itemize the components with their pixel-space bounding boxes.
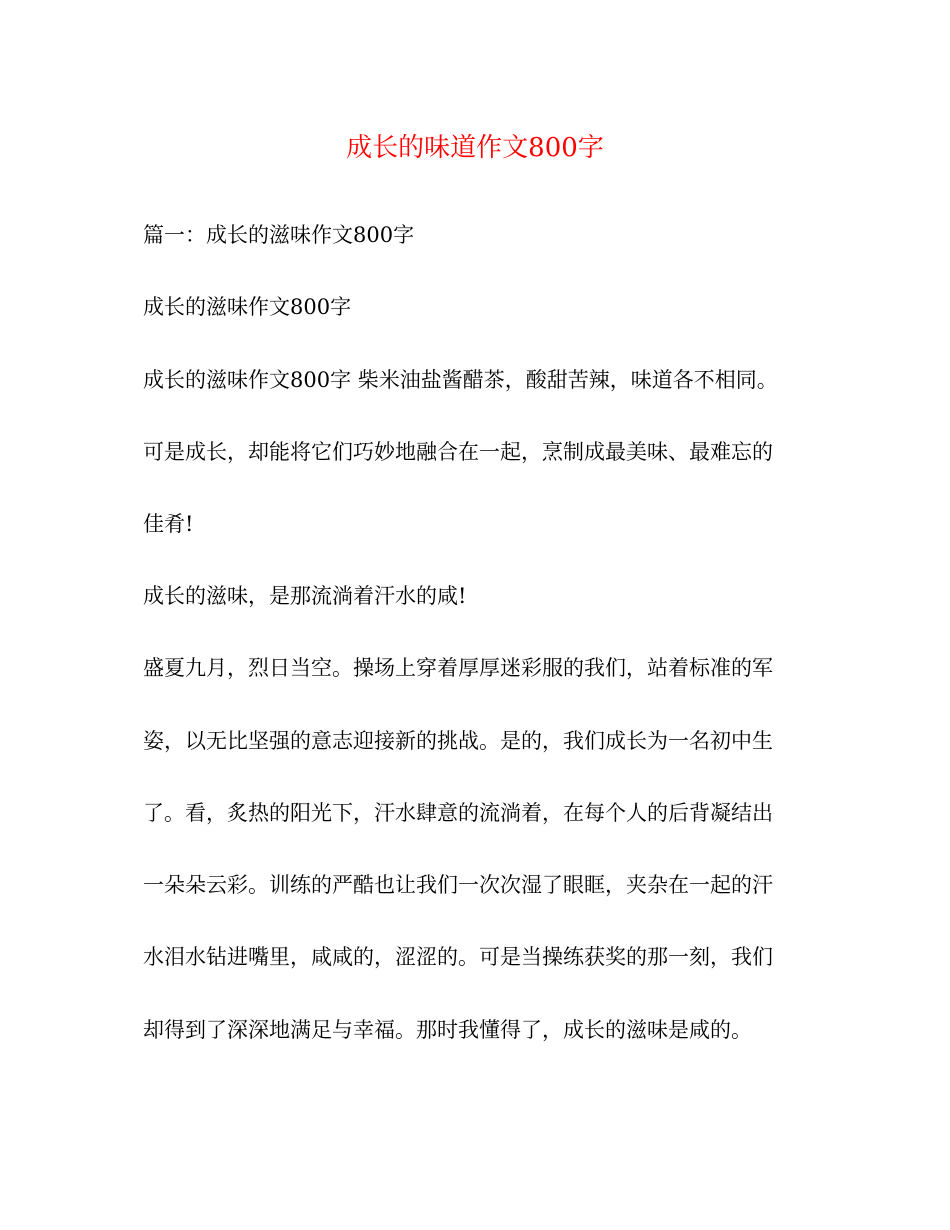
paragraph-line: 可是成长，却能将它们巧妙地融合在一起，烹制成最美味、最难忘的: [143, 440, 773, 464]
section-heading: 篇一：成长的滋味作文800字: [143, 223, 415, 247]
paragraph-line: 成长的滋味作文800字 柴米油盐酱醋茶，酸甜苦辣，味道各不相同。: [143, 368, 778, 392]
paragraph-line: 成长的滋味，是那流淌着汗水的咸!: [143, 584, 467, 608]
paragraph-line: 姿，以无比坚强的意志迎接新的挑战。是的，我们成长为一名初中生: [143, 729, 773, 753]
essay-title: 成长的滋味作文800字: [143, 295, 352, 319]
paragraph-line: 了。看，炙热的阳光下，汗水肆意的流淌着，在每个人的后背凝结出: [143, 801, 773, 825]
paragraph-line: 水泪水钻进嘴里，咸咸的，涩涩的。可是当操练获奖的那一刻，我们: [143, 945, 773, 969]
paragraph-line: 佳肴!: [143, 512, 194, 536]
paragraph-line: 一朵朵云彩。训练的严酷也让我们一次次湿了眼眶，夹杂在一起的汗: [143, 873, 773, 897]
document-title: 成长的味道作文800字: [346, 133, 604, 163]
paragraph-line: 却得到了深深地满足与幸福。那时我懂得了，成长的滋味是咸的。: [143, 1018, 752, 1042]
paragraph-line: 盛夏九月，烈日当空。操场上穿着厚厚迷彩服的我们，站着标准的军: [143, 656, 773, 680]
